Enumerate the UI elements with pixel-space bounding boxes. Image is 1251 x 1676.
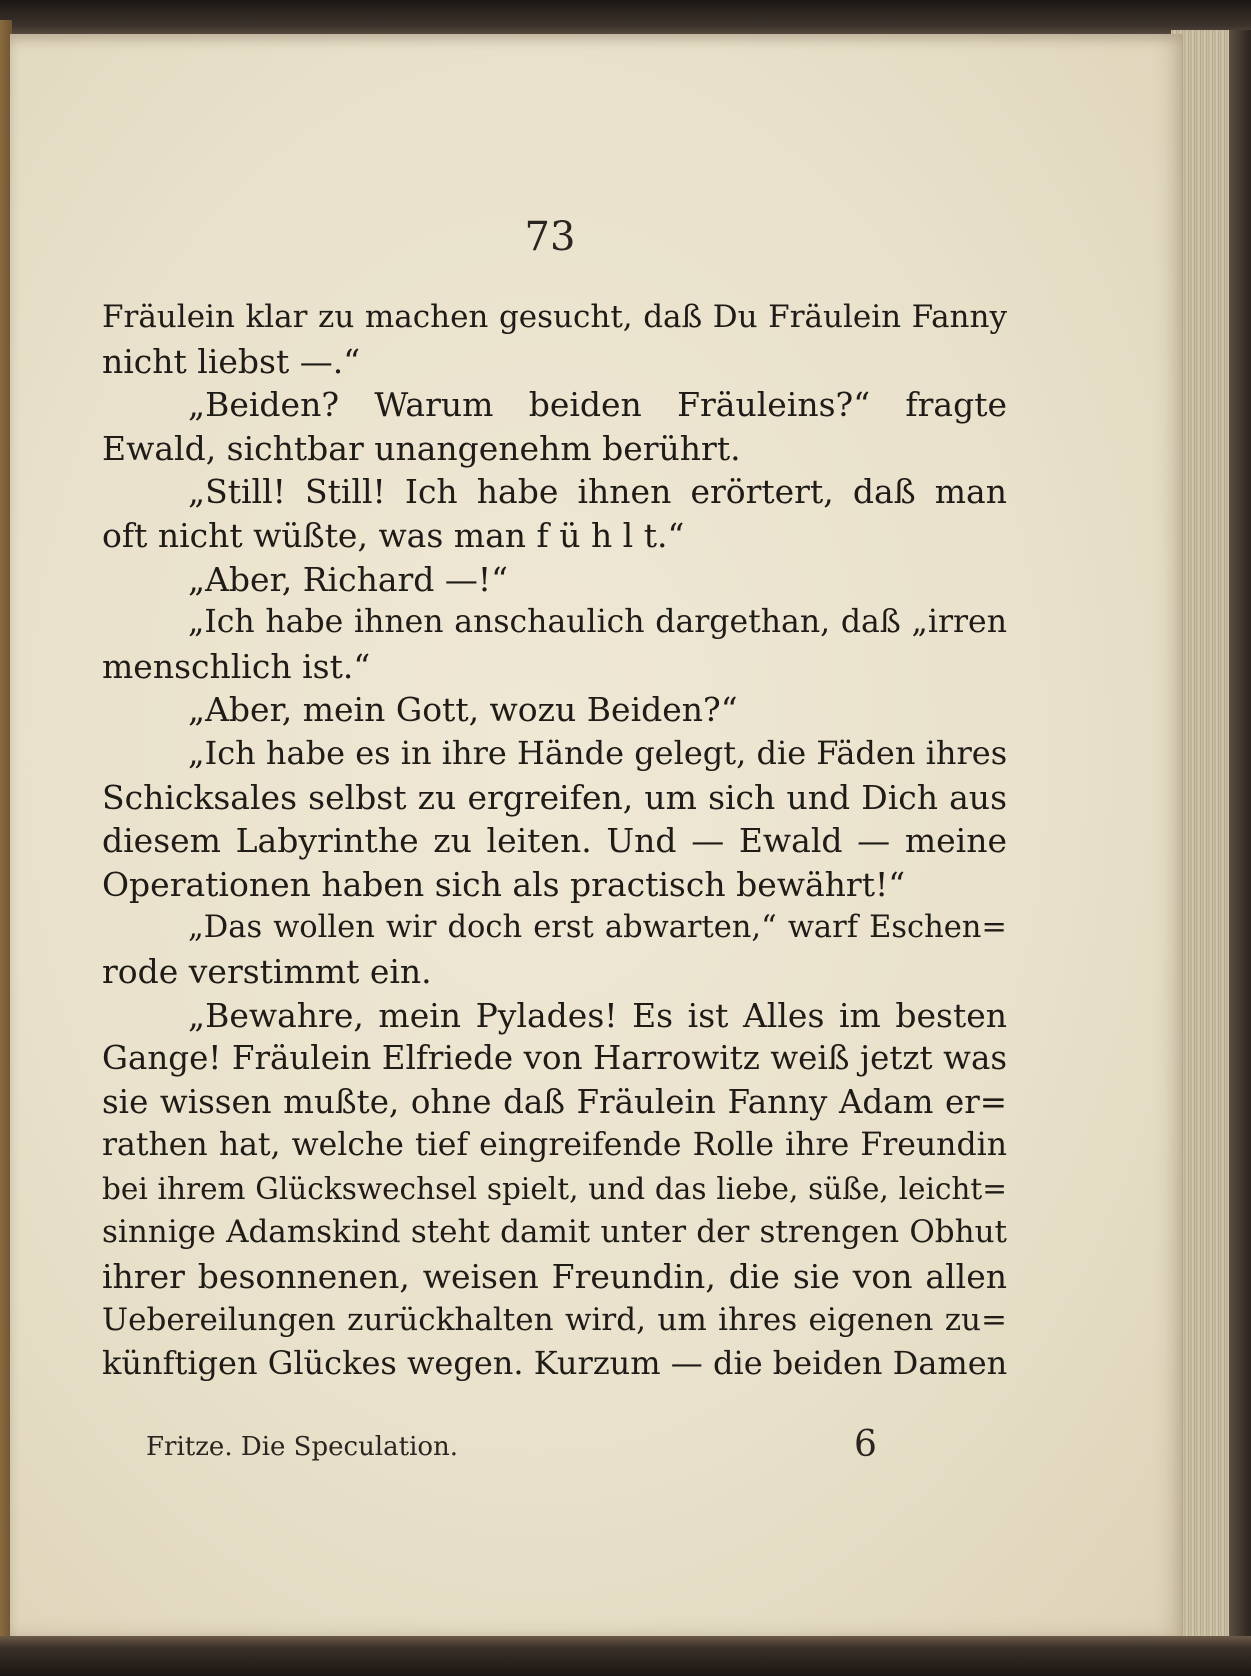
text-line: „Ich habe es in ihre Hände gelegt, die Fäden ihres	[188, 733, 1008, 772]
text-line: bei ihrem Glückswechsel spielt, und das liebe, süße, leicht=	[102, 1171, 1007, 1206]
page-edges	[1171, 30, 1251, 1650]
text-line: „Still! Still! Ich habe ihnen erörtert, daß man	[188, 472, 1007, 512]
text-line: künftigen Glückes wegen. Kurzum — die beiden Damen	[102, 1344, 1008, 1383]
text-line: Fräulein klar zu machen gesucht, daß Du Fräulein Fanny	[102, 299, 1007, 335]
text-line: „Ich habe ihnen anschaulich dargethan, daß „irren	[188, 604, 1007, 641]
book-cover-bottom	[0, 1636, 1251, 1676]
body-text	[102, 296, 1007, 1386]
text-line: rode verstimmt ein.	[102, 951, 432, 991]
text-line: oft nicht wüßte, was man f ü h l t.“	[102, 515, 685, 555]
text-line: „Beiden? Warum beiden Fräuleins?“ fragte	[188, 385, 1007, 425]
book-cover-top	[0, 0, 1251, 36]
text-line: Gange! Fräulein Elfriede von Harrowitz weiß jetzt was	[102, 1039, 1007, 1078]
text-line: Ewald, sichtbar unangenehm berührt.	[102, 428, 741, 468]
text-line: „Aber, mein Gott, wozu Beiden?“	[188, 690, 738, 730]
text-line: rathen hat, welche tief eingreifende Rolle ihre Freundin	[102, 1127, 1007, 1164]
text-line: sinnige Adamskind steht damit unter der strengen Obhut	[102, 1214, 1007, 1251]
text-line: nicht liebst —.“	[102, 341, 361, 381]
text-line: „Das wollen wir doch erst abwarten,“ warf Eschen=	[188, 910, 1007, 946]
text-line: Schicksales selbst zu ergreifen, um sich und Dich aus	[102, 777, 1007, 817]
text-line: ihrer besonnenen, weisen Freundin, die sie von allen	[102, 1257, 1007, 1297]
text-line: sie wissen mußte, ohne daß Fräulein Fanny Adam er=	[102, 1082, 1007, 1121]
text-line: Operationen haben sich als practisch bewährt!“	[102, 864, 906, 904]
text-line: „Bewahre, mein Pylades! Es ist Alles im besten	[188, 995, 1007, 1035]
text-line: diesem Labyrinthe zu leiten. Und — Ewald — meine	[102, 821, 1007, 861]
footer-book-title: Fritze. Die Speculation.	[146, 1432, 459, 1462]
text-line: menschlich ist.“	[102, 646, 371, 686]
text-line: Uebereilungen zurückhalten wird, um ihres eigenen zu=	[102, 1301, 1007, 1338]
book-page	[10, 34, 1182, 1636]
page-number: 73	[524, 214, 576, 260]
footer-signature-mark: 6	[854, 1424, 877, 1465]
text-line: „Aber, Richard —!“	[188, 559, 509, 599]
